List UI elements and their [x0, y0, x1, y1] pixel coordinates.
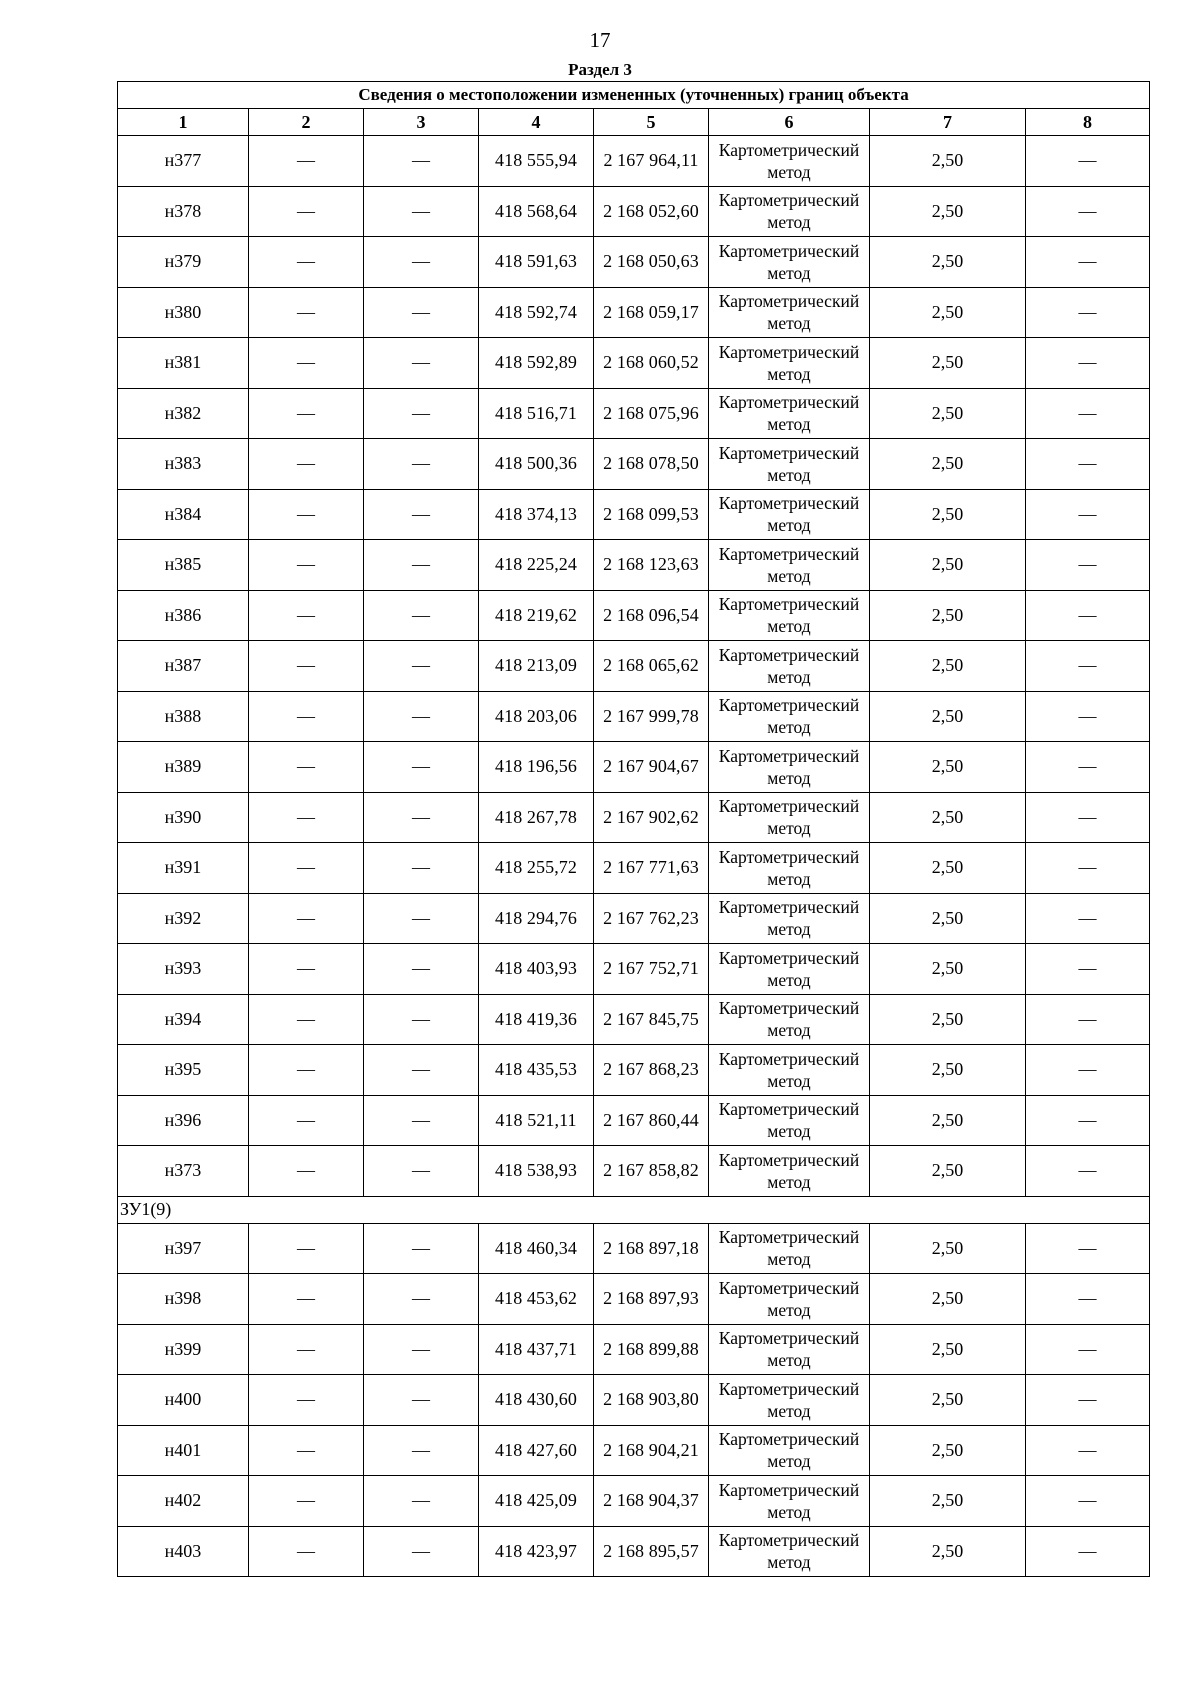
table-row: [118, 388, 1150, 439]
table-row: [118, 186, 1150, 237]
col8-cell: —: [1026, 1095, 1150, 1146]
point-name-cell: н383: [118, 439, 249, 490]
x-coordinate-cell: 418 555,94: [479, 136, 594, 187]
table-row: [118, 1274, 1150, 1325]
col8-cell: —: [1026, 944, 1150, 995]
accuracy-cell: 2,50: [870, 691, 1026, 742]
y-coordinate-cell: 2 168 897,18: [594, 1223, 709, 1274]
table-row: [118, 1425, 1150, 1476]
col2-cell: —: [249, 1526, 364, 1577]
table-row: [118, 893, 1150, 944]
point-name-cell: н394: [118, 994, 249, 1045]
y-coordinate-cell: 2 168 904,21: [594, 1425, 709, 1476]
accuracy-cell: 2,50: [870, 338, 1026, 389]
col2-cell: —: [249, 944, 364, 995]
y-coordinate-cell: 2 167 860,44: [594, 1095, 709, 1146]
col8-cell: —: [1026, 287, 1150, 338]
col3-cell: —: [364, 944, 479, 995]
x-coordinate-cell: 418 267,78: [479, 792, 594, 843]
method-cell: Картометрический метод: [709, 641, 870, 692]
point-name-cell: н373: [118, 1146, 249, 1197]
method-cell: Картометрический метод: [709, 1476, 870, 1527]
col3-cell: —: [364, 1274, 479, 1325]
col3-cell: —: [364, 489, 479, 540]
col2-cell: —: [249, 388, 364, 439]
col2-cell: —: [249, 1476, 364, 1527]
col2-cell: —: [249, 489, 364, 540]
accuracy-cell: 2,50: [870, 388, 1026, 439]
accuracy-cell: 2,50: [870, 489, 1026, 540]
accuracy-cell: 2,50: [870, 1223, 1026, 1274]
col8-cell: —: [1026, 1146, 1150, 1197]
column-header-row: [118, 109, 1150, 136]
column-header-1: 1: [118, 109, 249, 136]
method-cell: Картометрический метод: [709, 237, 870, 288]
x-coordinate-cell: 418 460,34: [479, 1223, 594, 1274]
method-cell: Картометрический метод: [709, 691, 870, 742]
col3-cell: —: [364, 843, 479, 894]
boundary-coordinates-table: [117, 81, 1150, 1577]
col3-cell: —: [364, 1526, 479, 1577]
col8-cell: —: [1026, 994, 1150, 1045]
method-cell: Картометрический метод: [709, 893, 870, 944]
y-coordinate-cell: 2 167 999,78: [594, 691, 709, 742]
point-name-cell: н395: [118, 1045, 249, 1096]
table-row: [118, 641, 1150, 692]
table-row: [118, 994, 1150, 1045]
point-name-cell: н403: [118, 1526, 249, 1577]
col3-cell: —: [364, 338, 479, 389]
x-coordinate-cell: 418 427,60: [479, 1425, 594, 1476]
point-name-cell: н392: [118, 893, 249, 944]
column-header-2: 2: [249, 109, 364, 136]
accuracy-cell: 2,50: [870, 1375, 1026, 1426]
x-coordinate-cell: 418 419,36: [479, 994, 594, 1045]
accuracy-cell: 2,50: [870, 843, 1026, 894]
y-coordinate-cell: 2 168 078,50: [594, 439, 709, 490]
col8-cell: —: [1026, 843, 1150, 894]
method-cell: Картометрический метод: [709, 843, 870, 894]
column-header-7: 7: [870, 109, 1026, 136]
y-coordinate-cell: 2 168 052,60: [594, 186, 709, 237]
accuracy-cell: 2,50: [870, 237, 1026, 288]
col3-cell: —: [364, 1146, 479, 1197]
x-coordinate-cell: 418 521,11: [479, 1095, 594, 1146]
col2-cell: —: [249, 843, 364, 894]
y-coordinate-cell: 2 167 964,11: [594, 136, 709, 187]
col3-cell: —: [364, 287, 479, 338]
accuracy-cell: 2,50: [870, 1324, 1026, 1375]
x-coordinate-cell: 418 203,06: [479, 691, 594, 742]
col2-cell: —: [249, 287, 364, 338]
col3-cell: —: [364, 1476, 479, 1527]
table-row: [118, 1045, 1150, 1096]
y-coordinate-cell: 2 167 868,23: [594, 1045, 709, 1096]
col3-cell: —: [364, 590, 479, 641]
accuracy-cell: 2,50: [870, 641, 1026, 692]
method-cell: Картометрический метод: [709, 1425, 870, 1476]
point-name-cell: н399: [118, 1324, 249, 1375]
y-coordinate-cell: 2 167 752,71: [594, 944, 709, 995]
y-coordinate-cell: 2 168 096,54: [594, 590, 709, 641]
x-coordinate-cell: 418 500,36: [479, 439, 594, 490]
col2-cell: —: [249, 439, 364, 490]
point-name-cell: н397: [118, 1223, 249, 1274]
col2-cell: —: [249, 237, 364, 288]
y-coordinate-cell: 2 168 895,57: [594, 1526, 709, 1577]
col3-cell: —: [364, 388, 479, 439]
table-body: [118, 136, 1150, 1577]
point-name-cell: н385: [118, 540, 249, 591]
accuracy-cell: 2,50: [870, 1526, 1026, 1577]
x-coordinate-cell: 418 219,62: [479, 590, 594, 641]
accuracy-cell: 2,50: [870, 944, 1026, 995]
col2-cell: —: [249, 1425, 364, 1476]
accuracy-cell: 2,50: [870, 994, 1026, 1045]
x-coordinate-cell: 418 516,71: [479, 388, 594, 439]
col2-cell: —: [249, 742, 364, 793]
method-cell: Картометрический метод: [709, 1526, 870, 1577]
x-coordinate-cell: 418 435,53: [479, 1045, 594, 1096]
col3-cell: —: [364, 893, 479, 944]
col8-cell: —: [1026, 338, 1150, 389]
col2-cell: —: [249, 1223, 364, 1274]
y-coordinate-cell: 2 167 858,82: [594, 1146, 709, 1197]
accuracy-cell: 2,50: [870, 1045, 1026, 1096]
table-row: [118, 237, 1150, 288]
accuracy-cell: 2,50: [870, 893, 1026, 944]
y-coordinate-cell: 2 168 075,96: [594, 388, 709, 439]
page-number: 17: [589, 28, 611, 52]
y-coordinate-cell: 2 168 099,53: [594, 489, 709, 540]
group-row: [118, 1196, 1150, 1223]
y-coordinate-cell: 2 168 904,37: [594, 1476, 709, 1527]
table-row: [118, 1375, 1150, 1426]
col2-cell: —: [249, 136, 364, 187]
point-name-cell: н387: [118, 641, 249, 692]
x-coordinate-cell: 418 591,63: [479, 237, 594, 288]
col2-cell: —: [249, 1324, 364, 1375]
col8-cell: —: [1026, 489, 1150, 540]
col8-cell: —: [1026, 540, 1150, 591]
table-row: [118, 1526, 1150, 1577]
accuracy-cell: 2,50: [870, 792, 1026, 843]
x-coordinate-cell: 418 403,93: [479, 944, 594, 995]
column-header-4: 4: [479, 109, 594, 136]
x-coordinate-cell: 418 294,76: [479, 893, 594, 944]
method-cell: Картометрический метод: [709, 388, 870, 439]
accuracy-cell: 2,50: [870, 1095, 1026, 1146]
point-name-cell: н401: [118, 1425, 249, 1476]
y-coordinate-cell: 2 168 065,62: [594, 641, 709, 692]
col2-cell: —: [249, 1375, 364, 1426]
method-cell: Картометрический метод: [709, 1045, 870, 1096]
col8-cell: —: [1026, 1375, 1150, 1426]
accuracy-cell: 2,50: [870, 439, 1026, 490]
method-cell: Картометрический метод: [709, 742, 870, 793]
col8-cell: —: [1026, 792, 1150, 843]
x-coordinate-cell: 418 437,71: [479, 1324, 594, 1375]
col8-cell: —: [1026, 388, 1150, 439]
column-header-8: 8: [1026, 109, 1150, 136]
y-coordinate-cell: 2 168 899,88: [594, 1324, 709, 1375]
y-coordinate-cell: 2 167 845,75: [594, 994, 709, 1045]
table-row: [118, 1095, 1150, 1146]
col2-cell: —: [249, 1274, 364, 1325]
method-cell: Картометрический метод: [709, 136, 870, 187]
method-cell: Картометрический метод: [709, 994, 870, 1045]
col8-cell: —: [1026, 237, 1150, 288]
method-cell: Картометрический метод: [709, 439, 870, 490]
point-name-cell: н379: [118, 237, 249, 288]
method-cell: Картометрический метод: [709, 186, 870, 237]
point-name-cell: н390: [118, 792, 249, 843]
x-coordinate-cell: 418 592,74: [479, 287, 594, 338]
accuracy-cell: 2,50: [870, 540, 1026, 591]
method-cell: Картометрический метод: [709, 540, 870, 591]
y-coordinate-cell: 2 168 897,93: [594, 1274, 709, 1325]
col3-cell: —: [364, 439, 479, 490]
col2-cell: —: [249, 641, 364, 692]
method-cell: Картометрический метод: [709, 590, 870, 641]
point-name-cell: н389: [118, 742, 249, 793]
col3-cell: —: [364, 1095, 479, 1146]
column-header-6: 6: [709, 109, 870, 136]
col3-cell: —: [364, 1425, 479, 1476]
method-cell: Картометрический метод: [709, 287, 870, 338]
group-label: ЗУ1(9): [118, 1196, 1150, 1223]
col3-cell: —: [364, 1375, 479, 1426]
table-row: [118, 590, 1150, 641]
accuracy-cell: 2,50: [870, 1476, 1026, 1527]
column-header-3: 3: [364, 109, 479, 136]
col2-cell: —: [249, 1045, 364, 1096]
point-name-cell: н384: [118, 489, 249, 540]
y-coordinate-cell: 2 167 904,67: [594, 742, 709, 793]
table-row: [118, 843, 1150, 894]
x-coordinate-cell: 418 374,13: [479, 489, 594, 540]
col8-cell: —: [1026, 742, 1150, 793]
method-cell: Картометрический метод: [709, 944, 870, 995]
point-name-cell: н386: [118, 590, 249, 641]
table-row: [118, 1476, 1150, 1527]
col2-cell: —: [249, 186, 364, 237]
point-name-cell: н398: [118, 1274, 249, 1325]
point-name-cell: н380: [118, 287, 249, 338]
table-row: [118, 792, 1150, 843]
col3-cell: —: [364, 237, 479, 288]
x-coordinate-cell: 418 592,89: [479, 338, 594, 389]
accuracy-cell: 2,50: [870, 590, 1026, 641]
x-coordinate-cell: 418 430,60: [479, 1375, 594, 1426]
table-row: [118, 742, 1150, 793]
accuracy-cell: 2,50: [870, 1146, 1026, 1197]
col8-cell: —: [1026, 691, 1150, 742]
col8-cell: —: [1026, 590, 1150, 641]
point-name-cell: н391: [118, 843, 249, 894]
accuracy-cell: 2,50: [870, 287, 1026, 338]
table-row: [118, 1324, 1150, 1375]
column-header-5: 5: [594, 109, 709, 136]
col3-cell: —: [364, 1045, 479, 1096]
table-row: [118, 540, 1150, 591]
point-name-cell: н378: [118, 186, 249, 237]
table-row: [118, 136, 1150, 187]
x-coordinate-cell: 418 255,72: [479, 843, 594, 894]
accuracy-cell: 2,50: [870, 1425, 1026, 1476]
col3-cell: —: [364, 641, 479, 692]
method-cell: Картометрический метод: [709, 1223, 870, 1274]
table-row: [118, 338, 1150, 389]
table-row: [118, 1146, 1150, 1197]
accuracy-cell: 2,50: [870, 136, 1026, 187]
point-name-cell: н400: [118, 1375, 249, 1426]
y-coordinate-cell: 2 168 050,63: [594, 237, 709, 288]
col2-cell: —: [249, 792, 364, 843]
y-coordinate-cell: 2 167 762,23: [594, 893, 709, 944]
col3-cell: —: [364, 691, 479, 742]
point-name-cell: н396: [118, 1095, 249, 1146]
accuracy-cell: 2,50: [870, 1274, 1026, 1325]
point-name-cell: н382: [118, 388, 249, 439]
col8-cell: —: [1026, 1274, 1150, 1325]
table-row: [118, 439, 1150, 490]
col3-cell: —: [364, 1223, 479, 1274]
x-coordinate-cell: 418 453,62: [479, 1274, 594, 1325]
y-coordinate-cell: 2 167 902,62: [594, 792, 709, 843]
section-title: Раздел 3: [568, 60, 632, 79]
col8-cell: —: [1026, 1425, 1150, 1476]
x-coordinate-cell: 418 213,09: [479, 641, 594, 692]
col2-cell: —: [249, 540, 364, 591]
point-name-cell: н393: [118, 944, 249, 995]
col8-cell: —: [1026, 1526, 1150, 1577]
col3-cell: —: [364, 186, 479, 237]
accuracy-cell: 2,50: [870, 742, 1026, 793]
y-coordinate-cell: 2 168 060,52: [594, 338, 709, 389]
table-row: [118, 1223, 1150, 1274]
col8-cell: —: [1026, 1324, 1150, 1375]
col2-cell: —: [249, 590, 364, 641]
method-cell: Картометрический метод: [709, 1324, 870, 1375]
method-cell: Картометрический метод: [709, 1375, 870, 1426]
y-coordinate-cell: 2 168 059,17: [594, 287, 709, 338]
x-coordinate-cell: 418 225,24: [479, 540, 594, 591]
table-row: [118, 691, 1150, 742]
method-cell: Картометрический метод: [709, 489, 870, 540]
col3-cell: —: [364, 994, 479, 1045]
accuracy-cell: 2,50: [870, 186, 1026, 237]
col8-cell: —: [1026, 1045, 1150, 1096]
y-coordinate-cell: 2 167 771,63: [594, 843, 709, 894]
y-coordinate-cell: 2 168 123,63: [594, 540, 709, 591]
col2-cell: —: [249, 994, 364, 1045]
col3-cell: —: [364, 792, 479, 843]
col2-cell: —: [249, 338, 364, 389]
col2-cell: —: [249, 1095, 364, 1146]
col2-cell: —: [249, 691, 364, 742]
x-coordinate-cell: 418 423,97: [479, 1526, 594, 1577]
x-coordinate-cell: 418 568,64: [479, 186, 594, 237]
y-coordinate-cell: 2 168 903,80: [594, 1375, 709, 1426]
col3-cell: —: [364, 540, 479, 591]
table-row: [118, 287, 1150, 338]
point-name-cell: н388: [118, 691, 249, 742]
point-name-cell: н381: [118, 338, 249, 389]
col3-cell: —: [364, 136, 479, 187]
col2-cell: —: [249, 1146, 364, 1197]
x-coordinate-cell: 418 425,09: [479, 1476, 594, 1527]
point-name-cell: н402: [118, 1476, 249, 1527]
x-coordinate-cell: 418 196,56: [479, 742, 594, 793]
table-row: [118, 489, 1150, 540]
x-coordinate-cell: 418 538,93: [479, 1146, 594, 1197]
method-cell: Картометрический метод: [709, 1274, 870, 1325]
method-cell: Картометрический метод: [709, 338, 870, 389]
table-title: Сведения о местоположении измененных (уточненных) границ объекта: [118, 82, 1150, 109]
method-cell: Картометрический метод: [709, 1095, 870, 1146]
table-row: [118, 944, 1150, 995]
col8-cell: —: [1026, 136, 1150, 187]
point-name-cell: н377: [118, 136, 249, 187]
col3-cell: —: [364, 742, 479, 793]
method-cell: Картометрический метод: [709, 1146, 870, 1197]
col8-cell: —: [1026, 893, 1150, 944]
col8-cell: —: [1026, 1476, 1150, 1527]
col8-cell: —: [1026, 439, 1150, 490]
col2-cell: —: [249, 893, 364, 944]
col8-cell: —: [1026, 186, 1150, 237]
col8-cell: —: [1026, 641, 1150, 692]
method-cell: Картометрический метод: [709, 792, 870, 843]
col8-cell: —: [1026, 1223, 1150, 1274]
col3-cell: —: [364, 1324, 479, 1375]
